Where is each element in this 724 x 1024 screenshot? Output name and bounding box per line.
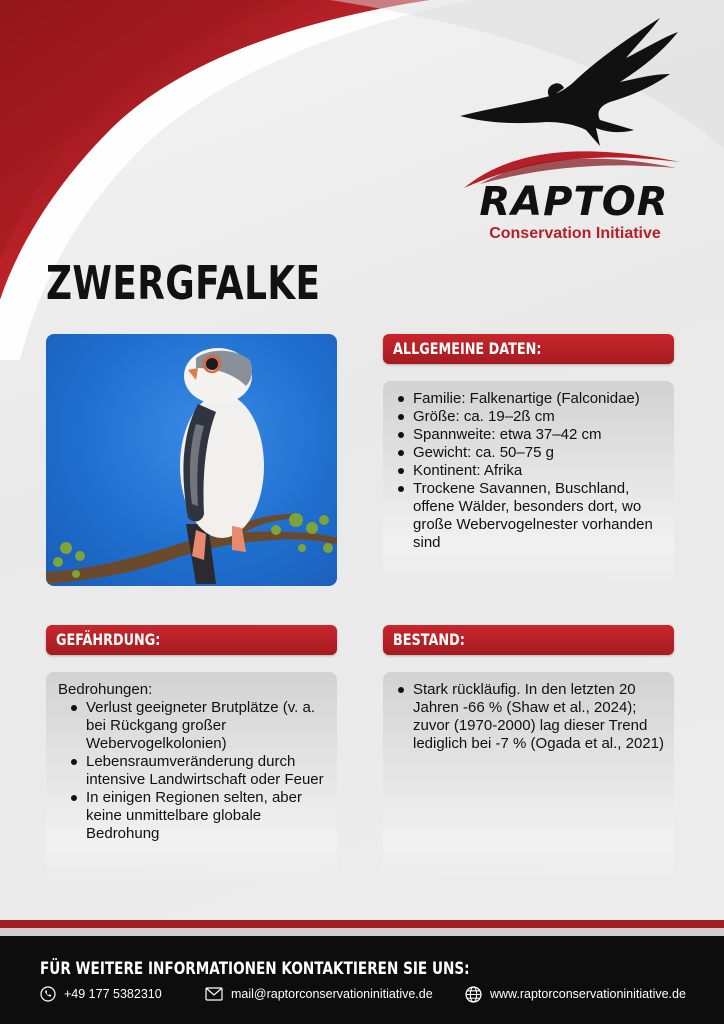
population-panel [383, 672, 674, 882]
general-data-list [395, 390, 664, 552]
footer-title: FÜR WEITERE INFORMATIONEN KONTAKTIEREN SIE UNS: [40, 959, 470, 979]
list-item: Stark rückläufig. In den letzten 20 Jahren -66 % (Shaw et al., 2024); zuvor (1970-2000) lag dieser Trend lediglich bei -7 % (Ogada et al., 2021) [395, 681, 664, 753]
population-title: BESTAND: [393, 630, 465, 649]
threat-list [58, 699, 327, 843]
general-data-panel [383, 381, 674, 586]
logo [450, 12, 690, 242]
footer-stripe-gray [0, 928, 724, 936]
threat-title: GEFÄHRDUNG: [56, 630, 161, 649]
list-item: Verlust geeigneter Brutplätze (v. a. bei Rückgang großer Webervogelkolonien) [68, 699, 327, 753]
list-item: Lebensraumveränderung durch intensive Landwirtschaft oder Feuer [68, 753, 327, 789]
footer-stripe-red [0, 920, 724, 928]
contact-website[interactable] [465, 984, 686, 1004]
contact-phone[interactable] [40, 984, 162, 1004]
list-item: Spannweite: etwa 37–42 cm [395, 426, 664, 444]
general-data-header [383, 334, 674, 364]
email-address[interactable]: mail@raptorconservationinitiative.de [231, 987, 433, 1001]
population-list [395, 681, 664, 753]
footer [0, 936, 724, 1024]
species-photo [46, 334, 337, 586]
website-url[interactable]: www.raptorconservationinitiative.de [490, 987, 686, 1001]
general-data-title: ALLGEMEINE DATEN: [393, 339, 542, 358]
list-item: Größe: ca. 19–2ß cm [395, 408, 664, 426]
eagle-icon [450, 12, 690, 192]
falcon-illustration [46, 334, 337, 586]
contact-email[interactable] [205, 984, 433, 1004]
phone-icon [40, 986, 56, 1002]
page-title: ZWERGFALKE [46, 256, 321, 310]
list-item: Familie: Falkenartige (Falconidae) [395, 390, 664, 408]
list-item: Gewicht: ca. 50–75 g [395, 444, 664, 462]
logo-title: RAPTOR [479, 179, 669, 225]
globe-icon [465, 986, 482, 1003]
logo-subtitle: Conservation Initiative [489, 225, 661, 242]
list-item: Trockene Savannen, Buschland, offene Wälder, besonders dort, wo große Webervogelnester vorhanden sind [395, 480, 664, 552]
list-item: Kontinent: Afrika [395, 462, 664, 480]
population-header [383, 625, 674, 655]
threat-intro: Bedrohungen: [58, 681, 153, 698]
mail-icon [205, 987, 223, 1001]
list-item: In einigen Regionen selten, aber keine unmittelbare globale Bedrohung [68, 789, 327, 843]
phone-number[interactable]: +49 177 5382310 [64, 987, 162, 1001]
threat-panel [46, 672, 337, 882]
threat-header [46, 625, 337, 655]
